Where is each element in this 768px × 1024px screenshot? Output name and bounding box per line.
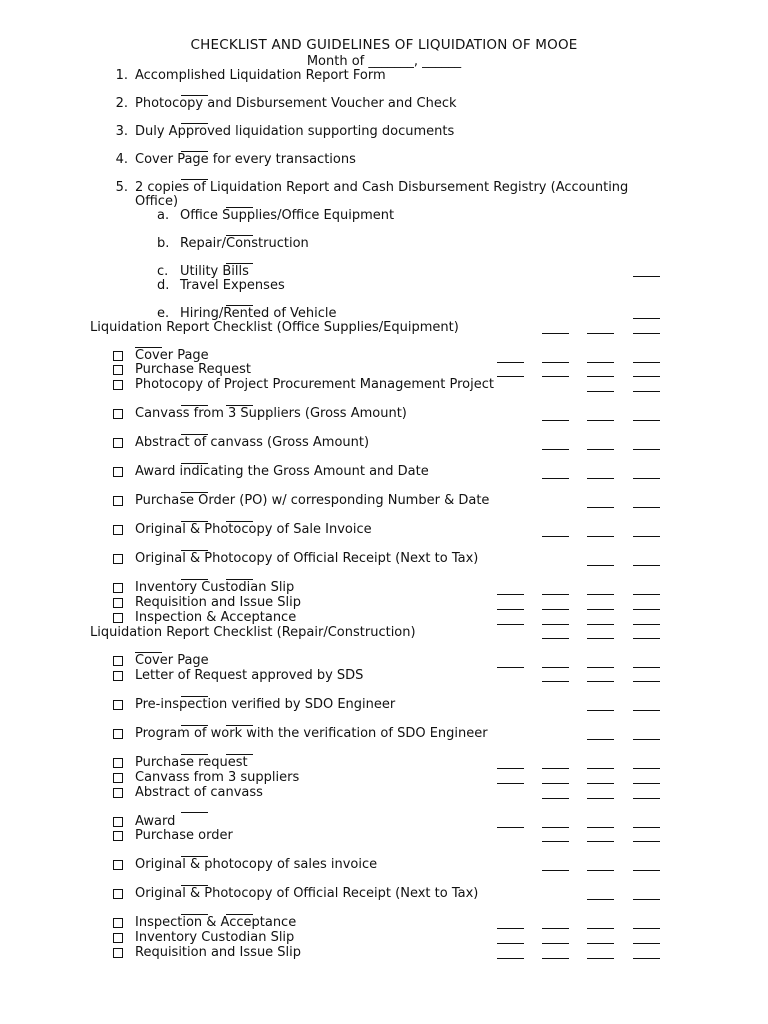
blank-line: [587, 710, 614, 711]
blank-line: [587, 841, 614, 842]
blank-line: [587, 609, 614, 610]
checklist-item: Inventory Custodian Slip: [135, 930, 295, 945]
blank-line: [633, 318, 660, 319]
blank-line: [542, 609, 569, 610]
blank-line: [633, 609, 660, 610]
blank-line: [542, 768, 569, 769]
checklist-item: Canvass from 3 Suppliers (Gross Amount): [135, 406, 407, 421]
blank-line: [542, 681, 569, 682]
blank-line: [226, 521, 253, 522]
blank-line: [587, 624, 614, 625]
blank-line: [587, 870, 614, 871]
blank-line: [181, 179, 208, 180]
blank-line: [497, 609, 524, 610]
checkbox[interactable]: [113, 409, 123, 419]
blank-line: [587, 638, 614, 639]
blank-line: [587, 420, 614, 421]
checkbox[interactable]: [113, 831, 123, 841]
blank-line: [542, 928, 569, 929]
checkbox[interactable]: [113, 918, 123, 928]
checklist-item: Abstract of canvass (Gross Amount): [135, 435, 370, 450]
blank-line: [633, 449, 660, 450]
blank-line: [497, 783, 524, 784]
checklist-item: Photocopy of Project Procurement Management Project: [135, 377, 494, 392]
blank-line: [587, 798, 614, 799]
blank-line: [181, 914, 208, 915]
checklist-item: Inspection & Acceptance: [135, 610, 297, 625]
blank-line: [497, 958, 524, 959]
blank-line: [542, 624, 569, 625]
checklist-item: Award indicating the Gross Amount and Date: [135, 464, 429, 479]
blank-line: [181, 579, 208, 580]
blank-line: [587, 594, 614, 595]
blank-line: [135, 652, 162, 653]
blank-line: [587, 667, 614, 668]
checkbox[interactable]: [113, 467, 123, 477]
blank-line: [633, 565, 660, 566]
blank-line: [181, 856, 208, 857]
blank-line: [181, 434, 208, 435]
blank-line: [542, 841, 569, 842]
blank-line: [587, 943, 614, 944]
blank-line: [542, 783, 569, 784]
blank-line: [633, 841, 660, 842]
checklist-item: Canvass from 3 suppliers: [135, 770, 300, 785]
blank-line: [226, 263, 253, 264]
blank-line: [633, 943, 660, 944]
blank-line: [633, 827, 660, 828]
checklist-item: Pre-inspection verified by SDO Engineer: [135, 697, 396, 712]
blank-line: [226, 725, 253, 726]
guideline-number: 5.: [115, 180, 128, 195]
blank-line: [497, 594, 524, 595]
blank-line: [497, 768, 524, 769]
checklist-item: Purchase Request: [135, 362, 251, 377]
document-subtitle: Month of _______, ______: [306, 54, 462, 69]
sub-item-text: Utility Bills: [180, 264, 249, 279]
blank-line: [226, 914, 253, 915]
checklist-item: Requisition and Issue Slip: [135, 595, 302, 610]
checklist-item: Original & Photocopy of Official Receipt (Next to Tax): [135, 551, 479, 566]
checkbox[interactable]: [113, 860, 123, 870]
guideline-text: Cover Page for every transactions: [135, 152, 356, 167]
blank-line: [587, 783, 614, 784]
blank-line: [181, 492, 208, 493]
blank-line: [542, 798, 569, 799]
sub-item-text: Office Supplies/Office Equipment: [180, 208, 395, 223]
blank-line: [633, 624, 660, 625]
blank-line: [587, 362, 614, 363]
blank-line: [181, 812, 208, 813]
sub-item-letter: e.: [157, 306, 170, 321]
guideline-number: 3.: [115, 124, 128, 139]
checkbox[interactable]: [113, 496, 123, 506]
blank-line: [587, 333, 614, 334]
blank-line: [587, 681, 614, 682]
blank-line: [181, 754, 208, 755]
checklist-item: Award: [135, 814, 176, 829]
checklist-item: Purchase order: [135, 828, 233, 843]
blank-line: [542, 638, 569, 639]
blank-line: [633, 681, 660, 682]
blank-line: [633, 739, 660, 740]
checkbox[interactable]: [113, 773, 123, 783]
checklist-item: Purchase Order (PO) w/ corresponding Number & Date: [135, 493, 490, 508]
blank-line: [633, 276, 660, 277]
checklist-item: Original & Photocopy of Sale Invoice: [135, 522, 372, 537]
checkbox[interactable]: [113, 583, 123, 593]
blank-line: [633, 362, 660, 363]
blank-line: [181, 550, 208, 551]
blank-line: [587, 376, 614, 377]
blank-line: [587, 768, 614, 769]
blank-line: [633, 478, 660, 479]
blank-line: [542, 536, 569, 537]
blank-line: [181, 885, 208, 886]
blank-line: [633, 507, 660, 508]
blank-line: [497, 928, 524, 929]
checkbox[interactable]: [113, 438, 123, 448]
section-heading-office-supplies: Liquidation Report Checklist (Office Supplies/Equipment): [90, 320, 459, 335]
blank-line: [542, 376, 569, 377]
checkbox[interactable]: [113, 525, 123, 535]
blank-line: [587, 739, 614, 740]
blank-line: [587, 449, 614, 450]
sub-item-text: Repair/Construction: [180, 236, 309, 251]
blank-line: [497, 943, 524, 944]
guideline-text: Accomplished Liquidation Report Form: [135, 68, 386, 83]
blank-line: [542, 362, 569, 363]
blank-line: [587, 958, 614, 959]
blank-line: [542, 594, 569, 595]
checklist-item: Program of work with the verification of SDO Engineer: [135, 726, 488, 741]
blank-line: [226, 235, 253, 236]
blank-line: [497, 667, 524, 668]
checklist-item: Cover Page: [135, 653, 209, 668]
blank-line: [497, 362, 524, 363]
guideline-number: 4.: [115, 152, 128, 167]
sub-item-text: Travel Expenses: [180, 278, 285, 293]
sub-item-text: Hiring/Rented of Vehicle: [180, 306, 337, 321]
blank-line: [181, 405, 208, 406]
blank-line: [181, 696, 208, 697]
blank-line: [542, 827, 569, 828]
checkbox[interactable]: [113, 758, 123, 768]
blank-line: [633, 667, 660, 668]
blank-line: [633, 536, 660, 537]
blank-line: [497, 827, 524, 828]
checkbox[interactable]: [113, 788, 123, 798]
sub-item-letter: d.: [157, 278, 170, 293]
checklist-item: Inspection & Acceptance: [135, 915, 297, 930]
blank-line: [633, 798, 660, 799]
checklist-item: Requisition and Issue Slip: [135, 945, 302, 960]
checklist-item: Inventory Custodian Slip: [135, 580, 295, 595]
blank-line: [633, 899, 660, 900]
checkbox[interactable]: [113, 671, 123, 681]
guideline-text-continued: Office): [135, 194, 179, 209]
checkbox[interactable]: [113, 351, 123, 361]
blank-line: [181, 95, 208, 96]
blank-line: [542, 478, 569, 479]
document-title: CHECKLIST AND GUIDELINES OF LIQUIDATION OF MOOE: [190, 37, 578, 53]
blank-line: [542, 333, 569, 334]
blank-line: [633, 333, 660, 334]
blank-line: [181, 151, 208, 152]
checkbox[interactable]: [113, 889, 123, 899]
guideline-number: 1.: [115, 68, 128, 83]
blank-line: [181, 123, 208, 124]
checklist-item: Abstract of canvass: [135, 785, 263, 800]
blank-line: [542, 870, 569, 871]
blank-line: [633, 391, 660, 392]
blank-line: [633, 710, 660, 711]
checkbox[interactable]: [113, 613, 123, 623]
blank-line: [181, 521, 208, 522]
checklist-item: Original & photocopy of sales invoice: [135, 857, 378, 872]
blank-line: [542, 667, 569, 668]
blank-line: [587, 827, 614, 828]
blank-line: [226, 579, 253, 580]
checkbox[interactable]: [113, 656, 123, 666]
blank-line: [542, 958, 569, 959]
blank-line: [633, 420, 660, 421]
blank-line: [226, 305, 253, 306]
blank-line: [587, 478, 614, 479]
blank-line: [633, 638, 660, 639]
blank-line: [587, 899, 614, 900]
blank-line: [633, 783, 660, 784]
checkbox[interactable]: [113, 817, 123, 827]
checkbox[interactable]: [113, 933, 123, 943]
blank-line: [226, 405, 253, 406]
blank-line: [633, 376, 660, 377]
blank-line: [587, 928, 614, 929]
blank-line: [587, 391, 614, 392]
checkbox[interactable]: [113, 729, 123, 739]
blank-line: [633, 958, 660, 959]
blank-line: [633, 928, 660, 929]
blank-line: [181, 725, 208, 726]
checkbox[interactable]: [113, 365, 123, 375]
checkbox[interactable]: [113, 380, 123, 390]
guideline-text: 2 copies of Liquidation Report and Cash Disbursement Registry (Accounting: [135, 180, 629, 195]
blank-line: [633, 594, 660, 595]
blank-line: [587, 507, 614, 508]
guideline-text: Duly Approved liquidation supporting documents: [135, 124, 455, 139]
blank-line: [542, 449, 569, 450]
blank-line: [542, 420, 569, 421]
sub-item-letter: a.: [157, 208, 170, 223]
blank-line: [633, 870, 660, 871]
guideline-number: 2.: [115, 96, 128, 111]
checkbox[interactable]: [113, 554, 123, 564]
blank-line: [587, 565, 614, 566]
blank-line: [135, 347, 162, 348]
checkbox[interactable]: [113, 700, 123, 710]
sub-item-letter: b.: [157, 236, 170, 251]
blank-line: [497, 624, 524, 625]
section-heading-repair-construction: Liquidation Report Checklist (Repair/Construction): [90, 625, 416, 640]
checkbox[interactable]: [113, 948, 123, 958]
blank-line: [497, 376, 524, 377]
checklist-item: Original & Photocopy of Official Receipt (Next to Tax): [135, 886, 479, 901]
checklist-item: Cover Page: [135, 348, 209, 363]
blank-line: [587, 536, 614, 537]
guideline-text: Photocopy and Disbursement Voucher and Check: [135, 96, 457, 111]
blank-line: [226, 754, 253, 755]
blank-line: [633, 768, 660, 769]
checklist-item: Purchase request: [135, 755, 248, 770]
blank-line: [542, 943, 569, 944]
checkbox[interactable]: [113, 598, 123, 608]
sub-item-letter: c.: [157, 264, 169, 279]
blank-line: [226, 207, 253, 208]
blank-line: [181, 463, 208, 464]
checklist-item: Letter of Request approved by SDS: [135, 668, 364, 683]
